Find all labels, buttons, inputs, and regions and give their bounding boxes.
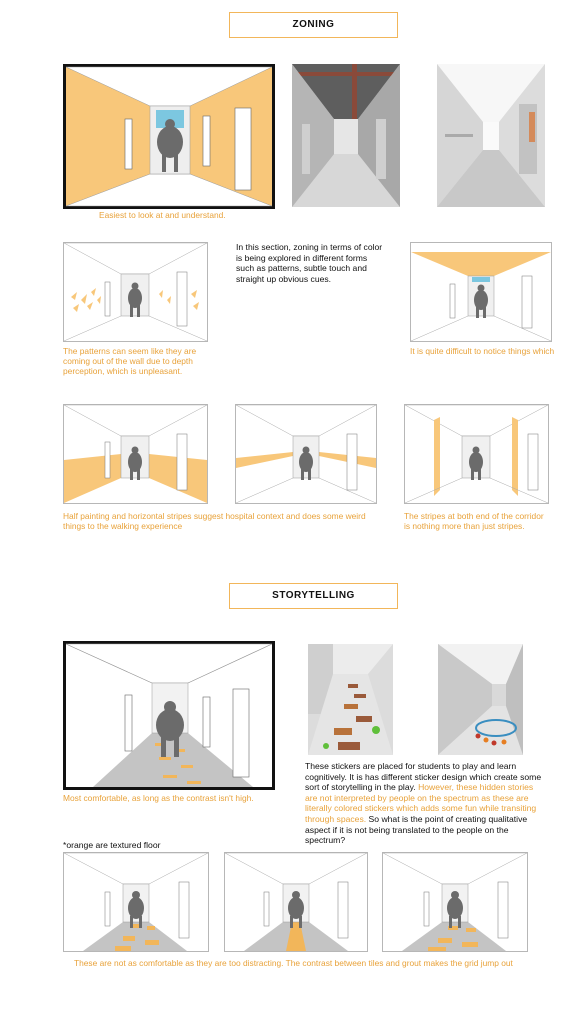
zoning-ceiling-caption: It is quite difficult to notice things which bbox=[410, 346, 555, 356]
section-title-zoning: ZONING bbox=[229, 12, 398, 38]
sticker-photo-2 bbox=[438, 644, 523, 755]
zoning-pattern-caption: The patterns can seem like they are coming out of the wall due to depth perception, which is unpleasant. bbox=[63, 346, 197, 376]
corridor-photo-2 bbox=[437, 64, 545, 207]
storytelling-main-caption: Most comfortable, as long as the contrast isn't high. bbox=[63, 793, 254, 803]
storytelling-text bbox=[305, 761, 545, 846]
floor-grid-sketch-3 bbox=[382, 852, 528, 952]
zoning-vertical-stripes-sketch bbox=[404, 404, 549, 504]
zoning-stripes-caption: The stripes at both end of the corridor is nothing more than just stripes. bbox=[404, 511, 544, 531]
zoning-main-sketch bbox=[63, 64, 275, 209]
sticker-photo-1 bbox=[308, 644, 393, 755]
zoning-half-caption: Half painting and horizontal stripes suggest hospital context and does some weird things to the walking experience bbox=[63, 511, 366, 531]
zoning-intro-text: In this section, zoning in terms of color is being explored in different forms such as patterns, subtle touch and straight up obvious cues. bbox=[236, 242, 383, 284]
zoning-half-paint-sketch bbox=[63, 404, 208, 504]
storytelling-main-sketch bbox=[63, 641, 275, 790]
zoning-pattern-sketch bbox=[63, 242, 208, 342]
section-title-storytelling: STORYTELLING bbox=[229, 583, 398, 609]
zoning-ceiling-sketch bbox=[410, 242, 552, 342]
storytelling-text-part1: These stickers are placed for students to play and learn cognitively. It is has different sticker design which create some sort of storytelling in the play. bbox=[305, 761, 542, 793]
floor-grid-caption: These are not as comfortable as they are too distracting. The contrast between tiles and grout makes the grid jump out bbox=[74, 958, 513, 968]
corridor-photo-1 bbox=[292, 64, 400, 207]
floor-grid-sketch-1 bbox=[63, 852, 209, 952]
zoning-main-caption: Easiest to look at and understand. bbox=[99, 210, 226, 220]
storytelling-text-part2: So what is the point of creating qualitative aspect if it is not being translated to the people on the spectrum? bbox=[305, 813, 528, 846]
zoning-stripes-sketch bbox=[235, 404, 377, 504]
floor-grid-sketch-2 bbox=[224, 852, 368, 952]
storytelling-text-highlight: However, these hidden stories are not interpreted by people on the spectrum as these are literally colored stickers which adds some fun while transiting through spaces. bbox=[305, 782, 537, 824]
textured-floor-note: *orange are textured floor bbox=[63, 840, 161, 850]
